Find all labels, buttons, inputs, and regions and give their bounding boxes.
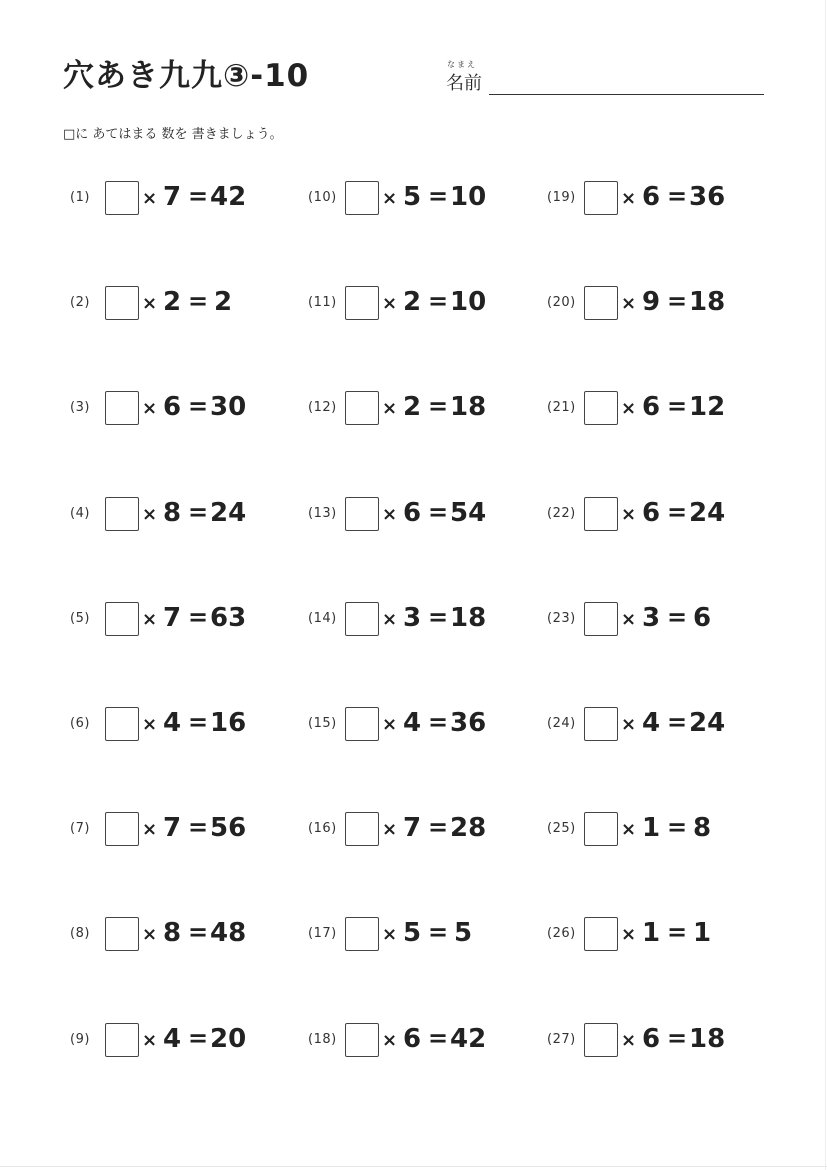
product-value: 18 [689,287,726,317]
name-field-area [446,58,766,98]
times-sign: × [621,609,637,630]
times-sign: × [621,293,637,314]
multiplier-value: 8 [163,498,182,528]
equals-sign: = [188,498,209,526]
answer-box[interactable] [105,812,139,846]
multiplier-value: 6 [163,392,182,422]
problem-number: (11) [308,295,337,310]
problem-item [66,707,286,743]
answer-box[interactable] [584,181,618,215]
multiplier-value: 1 [642,813,661,843]
product-value: 36 [689,182,726,212]
times-sign: × [621,188,637,209]
worksheet-title: 穴あき九九③-10 [63,58,310,94]
product-value: 18 [450,603,487,633]
equals-sign: = [188,603,209,631]
problem-item [66,602,286,638]
problem-item [306,181,526,217]
equals-sign: = [188,392,209,420]
equals-sign: = [667,918,688,946]
equals-sign: = [188,287,209,315]
problem-number: (12) [308,400,337,415]
answer-box[interactable] [105,497,139,531]
product-value: 5 [454,918,473,948]
equals-sign: = [667,392,688,420]
answer-box[interactable] [584,391,618,425]
times-sign: × [621,924,637,945]
problem-number: (16) [308,821,337,836]
multiplier-value: 2 [403,287,422,317]
answer-box[interactable] [105,707,139,741]
equals-sign: = [667,813,688,841]
answer-box[interactable] [345,497,379,531]
problem-item [66,181,286,217]
multiplier-value: 8 [163,918,182,948]
multiplier-value: 7 [163,603,182,633]
product-value: 63 [210,603,247,633]
multiplier-value: 7 [403,813,422,843]
multiplier-value: 6 [403,498,422,528]
problem-number: (10) [308,190,337,205]
problem-item [545,917,765,953]
times-sign: × [382,504,398,525]
answer-box[interactable] [105,286,139,320]
product-value: 20 [210,1024,247,1054]
times-sign: × [382,609,398,630]
problem-number: (6) [70,716,90,731]
problem-item [306,707,526,743]
problem-number: (27) [547,1032,576,1047]
problem-number: (13) [308,506,337,521]
times-sign: × [142,398,158,419]
problem-number: (8) [70,926,90,941]
answer-box[interactable] [584,707,618,741]
problem-item [545,812,765,848]
multiplier-value: 9 [642,287,661,317]
multiplier-value: 6 [642,498,661,528]
problem-number: (14) [308,611,337,626]
answer-box[interactable] [345,602,379,636]
answer-box[interactable] [345,917,379,951]
times-sign: × [142,188,158,209]
times-sign: × [621,714,637,735]
answer-box[interactable] [345,286,379,320]
page-right-edge [825,0,826,1170]
problem-item [306,812,526,848]
problem-item [545,286,765,322]
equals-sign: = [428,603,449,631]
equals-sign: = [428,498,449,526]
page-bottom-edge [0,1166,827,1167]
equals-sign: = [188,1024,209,1052]
times-sign: × [142,714,158,735]
problem-item [545,707,765,743]
problem-number: (21) [547,400,576,415]
equals-sign: = [188,918,209,946]
problem-number: (4) [70,506,90,521]
problem-item [545,1023,765,1059]
answer-box[interactable] [584,602,618,636]
equals-sign: = [428,1024,449,1052]
problem-item [545,602,765,638]
product-value: 8 [693,813,712,843]
problem-number: (25) [547,821,576,836]
name-ruby: なまえ [447,60,477,69]
answer-box[interactable] [584,497,618,531]
product-value: 10 [450,287,487,317]
equals-sign: = [428,813,449,841]
answer-box[interactable] [105,602,139,636]
times-sign: × [621,1030,637,1051]
problem-item [306,497,526,533]
product-value: 24 [689,708,726,738]
product-value: 48 [210,918,247,948]
problem-item [66,812,286,848]
product-value: 18 [689,1024,726,1054]
answer-box[interactable] [584,1023,618,1057]
problem-number: (17) [308,926,337,941]
multiplier-value: 4 [163,708,182,738]
equals-sign: = [188,182,209,210]
product-value: 24 [210,498,247,528]
problem-number: (26) [547,926,576,941]
equals-sign: = [667,603,688,631]
problem-number: (23) [547,611,576,626]
problem-item [306,917,526,953]
multiplier-value: 4 [642,708,661,738]
times-sign: × [142,1030,158,1051]
multiplier-value: 6 [403,1024,422,1054]
answer-box[interactable] [345,1023,379,1057]
multiplier-value: 2 [403,392,422,422]
product-value: 54 [450,498,487,528]
times-sign: × [621,504,637,525]
product-value: 42 [210,182,247,212]
multiplier-value: 5 [403,918,422,948]
product-value: 12 [689,392,726,422]
answer-box[interactable] [105,181,139,215]
equals-sign: = [428,287,449,315]
problem-item [545,181,765,217]
answer-box[interactable] [584,917,618,951]
equals-sign: = [428,918,449,946]
equals-sign: = [667,1024,688,1052]
product-value: 18 [450,392,487,422]
multiplier-value: 4 [163,1024,182,1054]
times-sign: × [382,293,398,314]
answer-box[interactable] [584,286,618,320]
product-value: 24 [689,498,726,528]
problem-number: (9) [70,1032,90,1047]
product-value: 56 [210,813,247,843]
equals-sign: = [667,498,688,526]
multiplier-value: 1 [642,918,661,948]
problem-number: (24) [547,716,576,731]
equals-sign: = [428,708,449,736]
product-value: 42 [450,1024,487,1054]
problem-item [66,286,286,322]
times-sign: × [382,1030,398,1051]
product-value: 2 [214,287,233,317]
times-sign: × [142,504,158,525]
times-sign: × [382,714,398,735]
times-sign: × [142,819,158,840]
problem-item [306,1023,526,1059]
name-label: 名前 [446,73,482,94]
multiplier-value: 6 [642,182,661,212]
times-sign: × [142,924,158,945]
answer-box[interactable] [345,391,379,425]
times-sign: × [142,293,158,314]
equals-sign: = [188,708,209,736]
answer-box[interactable] [105,917,139,951]
problem-item [66,497,286,533]
problem-number: (7) [70,821,90,836]
problem-number: (15) [308,716,337,731]
multiplier-value: 6 [642,392,661,422]
problem-number: (20) [547,295,576,310]
answer-box[interactable] [345,181,379,215]
instructions-text: □に あてはまる 数を 書きましょう。 [63,127,283,142]
problem-number: (2) [70,295,90,310]
problem-item [66,917,286,953]
problem-item [306,391,526,427]
problem-number: (22) [547,506,576,521]
times-sign: × [621,819,637,840]
times-sign: × [142,609,158,630]
multiplier-value: 2 [163,287,182,317]
answer-box[interactable] [345,812,379,846]
times-sign: × [621,398,637,419]
name-write-line[interactable] [489,94,764,95]
multiplier-value: 7 [163,813,182,843]
problem-item [66,1023,286,1059]
multiplier-value: 4 [403,708,422,738]
answer-box[interactable] [584,812,618,846]
multiplier-value: 7 [163,182,182,212]
equals-sign: = [428,182,449,210]
multiplier-value: 3 [403,603,422,633]
product-value: 36 [450,708,487,738]
times-sign: × [382,188,398,209]
product-value: 28 [450,813,487,843]
equals-sign: = [188,813,209,841]
problem-item [306,286,526,322]
answer-box[interactable] [345,707,379,741]
problem-number: (3) [70,400,90,415]
product-value: 10 [450,182,487,212]
multiplier-value: 3 [642,603,661,633]
multiplier-value: 6 [642,1024,661,1054]
problem-item [66,391,286,427]
problem-number: (1) [70,190,90,205]
times-sign: × [382,398,398,419]
problem-item [306,602,526,638]
answer-box[interactable] [105,1023,139,1057]
times-sign: × [382,924,398,945]
product-value: 1 [693,918,712,948]
times-sign: × [382,819,398,840]
equals-sign: = [667,708,688,736]
product-value: 16 [210,708,247,738]
problem-number: (5) [70,611,90,626]
equals-sign: = [667,287,688,315]
problem-number: (18) [308,1032,337,1047]
answer-box[interactable] [105,391,139,425]
problem-number: (19) [547,190,576,205]
equals-sign: = [667,182,688,210]
product-value: 30 [210,392,247,422]
equals-sign: = [428,392,449,420]
problem-item [545,391,765,427]
product-value: 6 [693,603,712,633]
problem-item [545,497,765,533]
multiplier-value: 5 [403,182,422,212]
